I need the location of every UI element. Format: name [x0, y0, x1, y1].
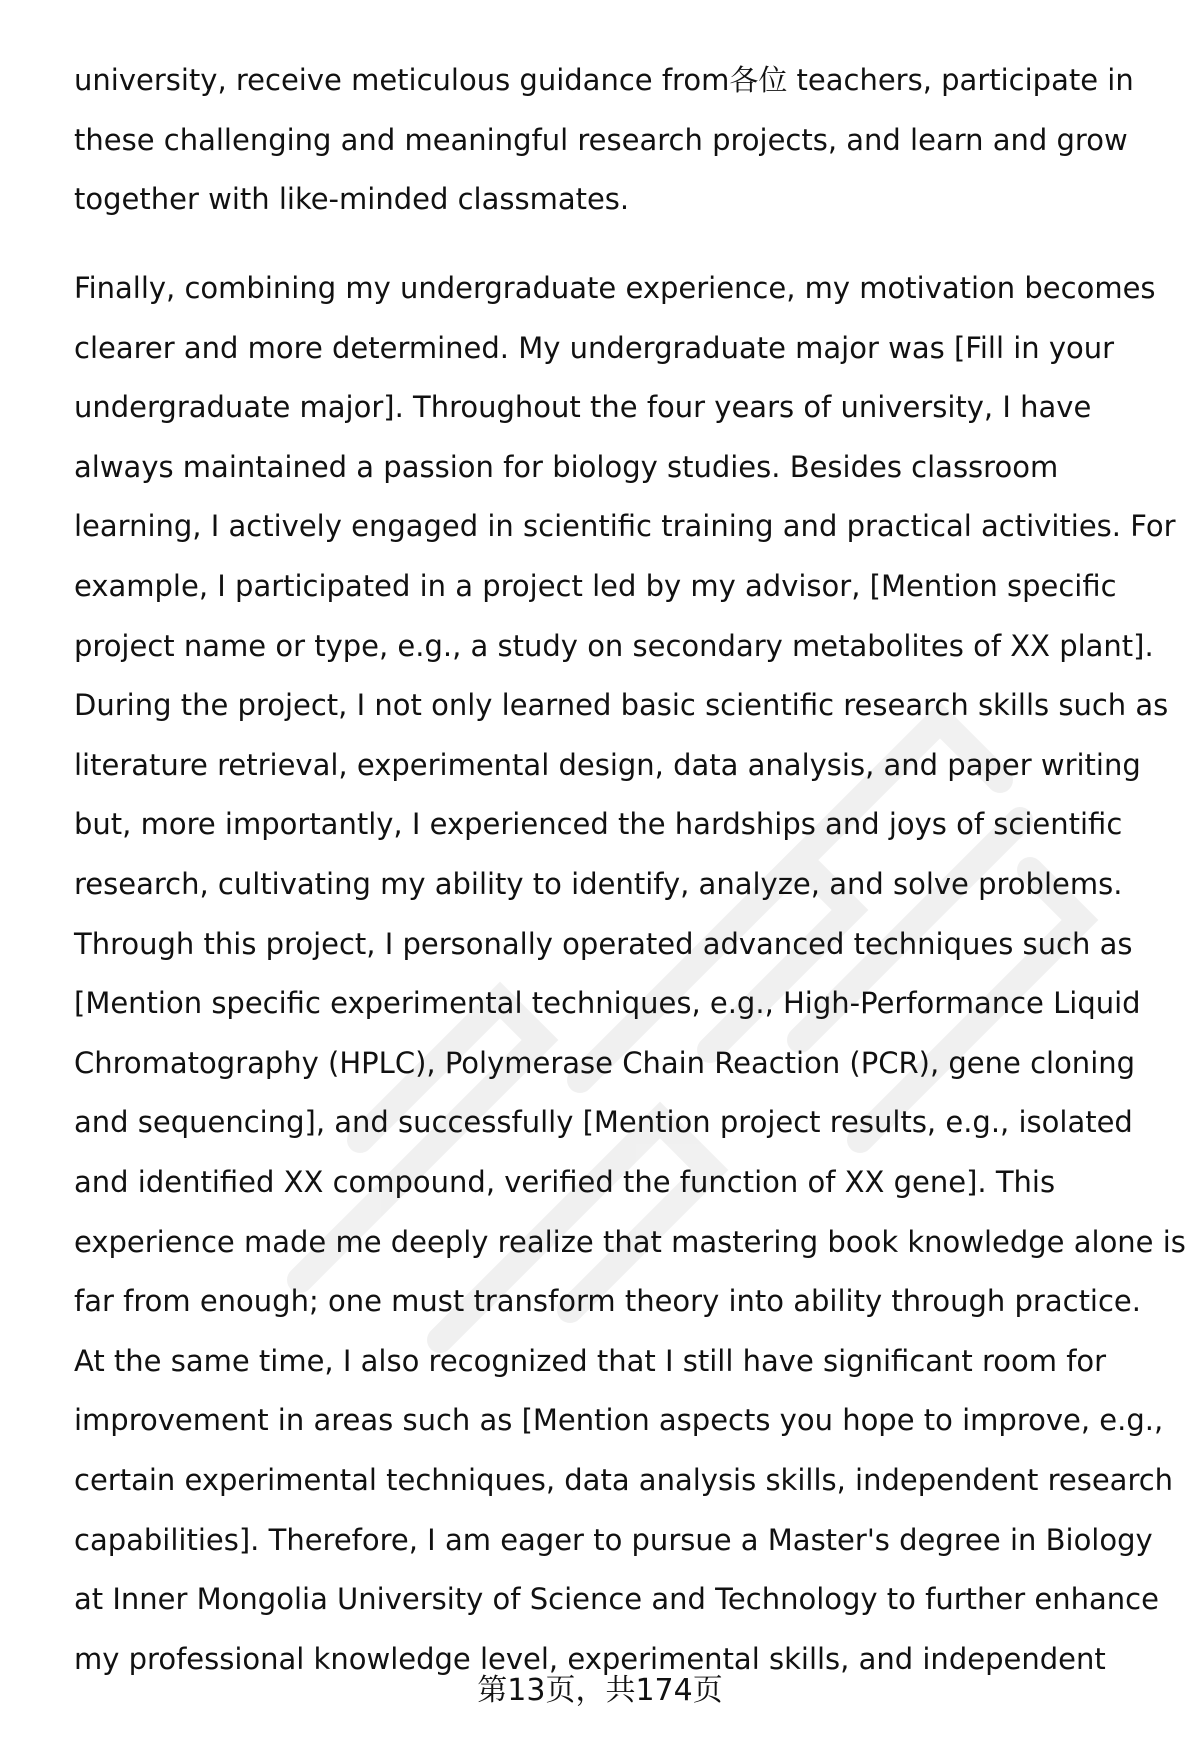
text-line: and sequencing], and successfully [Mention project results, e.g., isolated [74, 1105, 1133, 1140]
text-line: project name or type, e.g., a study on secondary metabolites of XX plant]. [74, 628, 1154, 663]
text-line: these challenging and meaningful research projects, and learn and grow [74, 122, 1128, 157]
text-line: university, receive meticulous guidance from各位 teachers, participate in [74, 63, 1134, 97]
text-line: capabilities]. Therefore, I am eager to pursue a Master's degree in Biology [74, 1522, 1153, 1557]
text-line: improvement in areas such as [Mention aspects you hope to improve, e.g., [74, 1403, 1164, 1438]
text-line: example, I participated in a project led by my advisor, [Mention specific [74, 569, 1117, 603]
text-line: research, cultivating my ability to identify, analyze, and solve problems. [74, 867, 1123, 901]
text-line: clearer and more determined. My undergraduate major was [Fill in your [74, 330, 1115, 365]
text-line: always maintained a passion for biology studies. Besides classroom [74, 449, 1059, 484]
text-line: certain experimental techniques, data analysis skills, independent research [74, 1463, 1174, 1497]
text-line: learning, I actively engaged in scientific training and practical activities. For [74, 509, 1176, 544]
text-line: at Inner Mongolia University of Science and Technology to further enhance [74, 1582, 1159, 1617]
text-line: Through this project, I personally operated advanced techniques such as [74, 926, 1133, 961]
text-line: and identified XX compound, verified the function of XX gene]. This [74, 1165, 1056, 1199]
page-number-footer: 第13页，共174页 [477, 1673, 723, 1708]
text-line: experience made me deeply realize that mastering book knowledge alone is [74, 1224, 1186, 1259]
text-line: undergraduate major]. Throughout the four years of university, I have [74, 390, 1092, 425]
text-line: [Mention specific experimental techniques, e.g., High-Performance Liquid [74, 986, 1141, 1021]
text-line: Finally, combining my undergraduate experience, my motivation becomes [74, 271, 1156, 305]
text-line: During the project, I not only learned basic scientific research skills such as [74, 688, 1169, 723]
text-line: Chromatography (HPLC), Polymerase Chain Reaction (PCR), gene cloning [74, 1045, 1136, 1080]
text-line: my professional knowledge level, experimental skills, and independent [74, 1641, 1106, 1676]
text-line: but, more importantly, I experienced the hardships and joys of scientific [74, 807, 1123, 842]
text-line: far from enough; one must transform theory into ability through practice. [74, 1284, 1141, 1319]
text-line: literature retrieval, experimental design, data analysis, and paper writing [74, 747, 1141, 782]
text-line: together with like-minded classmates. [74, 182, 630, 216]
text-line: At the same time, I also recognized that I still have significant room for [74, 1343, 1107, 1378]
